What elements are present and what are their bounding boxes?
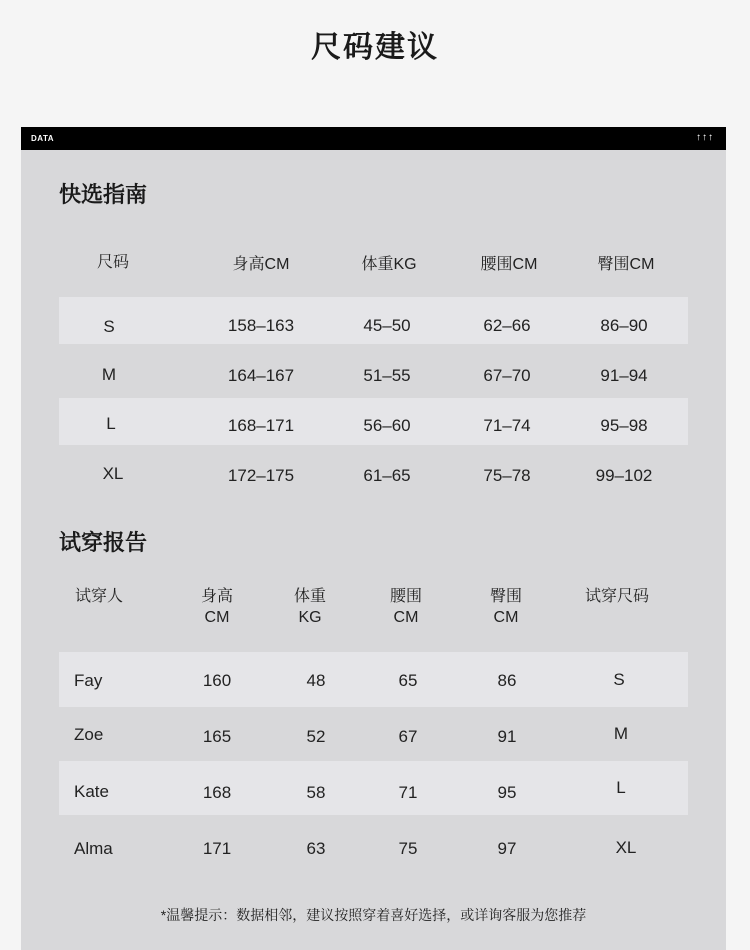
table-cell: 95 xyxy=(497,783,517,802)
footnote: *温馨提示：数据相邻，建议按照穿着喜好选择，或详询客服为您推荐 xyxy=(160,907,587,923)
try-on-header: 腰围 xyxy=(389,588,422,605)
try-on-header: 身高 xyxy=(200,588,233,605)
quick-guide-header: 体重KG xyxy=(361,256,417,273)
try-on-header: 体重 xyxy=(293,588,326,605)
try-on-header-unit: CM xyxy=(393,609,419,626)
table-cell: XL xyxy=(102,464,124,483)
try-on-report-title: 试穿报告 xyxy=(59,530,148,555)
table-cell: 86–90 xyxy=(600,316,648,335)
table-cell: Kate xyxy=(74,782,109,801)
table-cell: 91–94 xyxy=(600,366,648,385)
table-cell: 56–60 xyxy=(363,416,411,435)
table-cell: XL xyxy=(615,838,637,857)
table-cell: L xyxy=(616,778,626,797)
table-cell: 75–78 xyxy=(483,466,531,485)
data-header-bar xyxy=(21,127,726,150)
table-cell: 65 xyxy=(398,671,418,690)
table-cell: 71–74 xyxy=(483,416,531,435)
table-cell: 52 xyxy=(306,727,326,746)
table-cell: 172–175 xyxy=(227,466,295,485)
try-on-header-unit: CM xyxy=(493,609,519,626)
size-data-panel xyxy=(21,150,726,950)
table-cell: 97 xyxy=(497,839,517,858)
try-on-header-unit: KG xyxy=(298,609,322,626)
table-cell: 75 xyxy=(398,839,418,858)
try-on-header: 试穿人 xyxy=(74,588,123,605)
table-cell: M xyxy=(613,724,629,743)
table-cell: 164–167 xyxy=(227,366,295,385)
data-label: DATA xyxy=(31,134,55,143)
table-cell: Zoe xyxy=(74,725,104,744)
quick-guide-header: 尺码 xyxy=(96,254,129,271)
table-cell: L xyxy=(106,414,116,433)
table-cell: 58 xyxy=(306,783,326,802)
table-cell: 168–171 xyxy=(227,416,295,435)
table-cell: 48 xyxy=(306,671,326,690)
table-cell: S xyxy=(613,670,625,689)
table-cell: 71 xyxy=(398,783,418,802)
table-cell: 86 xyxy=(497,671,517,690)
table-cell: 91 xyxy=(497,727,517,746)
table-cell: 62–66 xyxy=(483,316,531,335)
table-cell: 45–50 xyxy=(363,316,411,335)
table-cell: 67 xyxy=(398,727,418,746)
table-cell: Fay xyxy=(74,671,103,690)
quick-guide-header: 身高CM xyxy=(232,256,290,273)
quick-guide-header: 腰围CM xyxy=(480,256,538,273)
try-on-header: 臀围 xyxy=(489,588,522,605)
table-cell: 171 xyxy=(202,839,232,858)
table-cell: 51–55 xyxy=(363,366,411,385)
table-cell: 160 xyxy=(202,671,232,690)
table-cell: 61–65 xyxy=(363,466,411,485)
table-cell: 165 xyxy=(202,727,232,746)
try-on-header-unit: CM xyxy=(204,609,230,626)
table-cell: 168 xyxy=(202,783,232,802)
table-cell: 95–98 xyxy=(600,416,648,435)
table-cell: 99–102 xyxy=(595,466,653,485)
table-cell: 158–163 xyxy=(227,316,295,335)
page-title: 尺码建议 xyxy=(311,31,439,64)
table-cell: 63 xyxy=(306,839,326,858)
quick-guide-title: 快选指南 xyxy=(59,182,148,207)
table-cell: M xyxy=(101,365,117,384)
try-on-header: 试穿尺码 xyxy=(584,588,649,605)
up-arrows-icon: ↑↑↑ xyxy=(696,132,714,143)
table-cell: Alma xyxy=(74,839,113,858)
table-cell: S xyxy=(103,317,115,336)
table-cell: 67–70 xyxy=(483,366,531,385)
quick-guide-header: 臀围CM xyxy=(597,256,655,273)
